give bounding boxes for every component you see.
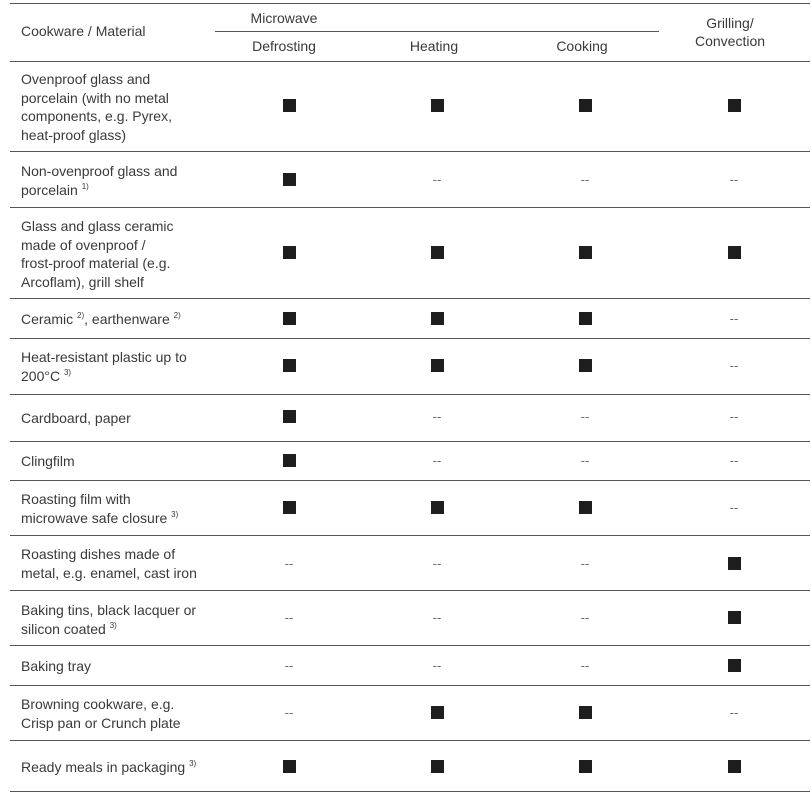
table-row-material (21, 490, 206, 527)
cell-cooking (565, 553, 605, 573)
cell-cooking (565, 450, 605, 470)
suitable-square-icon (431, 99, 444, 112)
material-line: Arcoflam), grill shelf (21, 273, 144, 290)
cell-grilling-convection (714, 242, 754, 262)
cell-heating (417, 497, 457, 517)
table-bottom-rule (10, 791, 810, 792)
header-grilling-line2: Convection (694, 33, 766, 49)
cell-cooking (565, 756, 605, 776)
not-suitable-dash: -- (729, 499, 739, 515)
row-divider (10, 151, 810, 152)
suitable-square-icon (579, 706, 592, 719)
not-suitable-dash: -- (284, 657, 294, 673)
material-line: frost-proof material (e.g. (21, 255, 171, 271)
suitable-square-icon (579, 359, 592, 372)
suitable-square-icon (431, 760, 444, 773)
cell-cooking (565, 355, 605, 375)
not-suitable-dash: -- (284, 704, 294, 720)
suitable-square-icon (728, 246, 741, 259)
footnote-ref: 3) (171, 509, 179, 519)
header-grilling-line1: Grilling/ (706, 15, 754, 31)
row-divider (10, 645, 810, 646)
not-suitable-dash: -- (284, 609, 294, 625)
not-suitable-dash: -- (580, 555, 590, 571)
header-cookware-material: Cookware / Material (21, 23, 146, 39)
not-suitable-dash: -- (729, 408, 739, 424)
footnote-ref: 3) (109, 620, 117, 630)
suitable-square-icon (579, 501, 592, 514)
cell-defrosting (269, 95, 309, 115)
not-suitable-dash: -- (432, 408, 442, 424)
cell-grilling-convection (714, 607, 754, 627)
cell-heating (417, 406, 457, 426)
table-row-material (21, 162, 206, 199)
header-heating: Heating (409, 38, 459, 54)
table-row-material (21, 545, 206, 582)
suitable-square-icon (728, 760, 741, 773)
not-suitable-dash: -- (729, 310, 739, 326)
row-divider (10, 394, 810, 395)
cell-cooking (565, 406, 605, 426)
table-row-material (21, 657, 206, 676)
suitable-square-icon (283, 454, 296, 467)
not-suitable-dash: -- (580, 609, 590, 625)
not-suitable-dash: -- (729, 357, 739, 373)
table-row-material (21, 348, 206, 385)
suitable-square-icon (431, 246, 444, 259)
row-divider (10, 338, 810, 339)
table-row-material (21, 70, 206, 144)
suitable-square-icon (728, 659, 741, 672)
cell-grilling-convection (714, 355, 754, 375)
cell-grilling-convection (714, 702, 754, 722)
cell-defrosting (269, 242, 309, 262)
cell-defrosting (269, 553, 309, 573)
row-divider (10, 685, 810, 686)
table-row-material (21, 758, 206, 777)
not-suitable-dash: -- (432, 452, 442, 468)
material-text: microwave safe closure (21, 509, 168, 526)
cell-grilling-convection (714, 756, 754, 776)
cell-grilling-convection (714, 95, 754, 115)
row-divider (10, 298, 810, 299)
cell-heating (417, 702, 457, 722)
cell-heating (417, 242, 457, 262)
suitable-square-icon (728, 99, 741, 112)
suitable-square-icon (431, 359, 444, 372)
cell-defrosting (269, 169, 309, 189)
footnote-ref: 2) (77, 311, 85, 320)
suitable-square-icon (579, 760, 592, 773)
material-line: Heat-resistant plastic up to (21, 349, 187, 365)
material-line: made of ovenproof / (21, 236, 146, 253)
material-line: Non-ovenproof glass and (21, 163, 178, 179)
cell-cooking (565, 607, 605, 627)
cell-cooking (565, 95, 605, 115)
cell-defrosting (269, 406, 309, 426)
cell-cooking (565, 702, 605, 722)
cell-heating (417, 607, 457, 627)
not-suitable-dash: -- (432, 171, 442, 187)
material-line: Ovenproof glass and (21, 71, 151, 87)
suitable-square-icon (283, 410, 296, 423)
row-divider (10, 480, 810, 481)
suitable-square-icon (728, 557, 741, 570)
suitable-square-icon (579, 312, 592, 325)
suitable-square-icon (283, 246, 296, 259)
cell-grilling-convection (714, 655, 754, 675)
header-bottom-rule (10, 61, 810, 62)
row-divider (10, 535, 810, 536)
cell-heating (417, 355, 457, 375)
material-line: Roasting film with (21, 491, 131, 507)
material-line (21, 620, 206, 639)
cell-defrosting (269, 607, 309, 627)
not-suitable-dash: -- (432, 555, 442, 571)
cell-defrosting (269, 497, 309, 517)
not-suitable-dash: -- (729, 171, 739, 187)
material-line (21, 181, 206, 200)
cell-heating (417, 756, 457, 776)
not-suitable-dash: -- (432, 609, 442, 625)
material-text: Ready meals in packaging (21, 759, 186, 775)
table-row-material (21, 695, 206, 732)
material-text: Ceramic (21, 311, 74, 327)
not-suitable-dash: -- (580, 171, 590, 187)
cell-defrosting (269, 450, 309, 470)
material-text: , earthenware (84, 311, 170, 327)
table-row-material (21, 601, 206, 638)
material-line: Clingfilm (21, 453, 75, 469)
table-top-rule (10, 3, 810, 4)
cell-defrosting (269, 308, 309, 328)
cell-cooking (565, 497, 605, 517)
suitable-square-icon (283, 312, 296, 325)
footnote-ref: 3) (189, 759, 197, 768)
row-divider (10, 740, 810, 741)
not-suitable-dash: -- (580, 657, 590, 673)
table-row-material (21, 310, 221, 329)
microwave-subheader-rule (215, 31, 659, 32)
footnote-ref: 2) (173, 311, 181, 320)
cell-grilling-convection (714, 308, 754, 328)
material-line: Browning cookware, e.g. (21, 696, 175, 712)
footnote-ref: 1) (81, 181, 89, 191)
material-line: components, e.g. Pyrex, (21, 108, 172, 124)
table-row-material (21, 452, 206, 471)
suitable-square-icon (283, 359, 296, 372)
cell-heating (417, 450, 457, 470)
not-suitable-dash: -- (432, 657, 442, 673)
cell-heating (417, 95, 457, 115)
cell-cooking (565, 655, 605, 675)
cell-grilling-convection (714, 406, 754, 426)
suitable-square-icon (283, 501, 296, 514)
material-line: Roasting dishes made of (21, 546, 176, 562)
cell-grilling-convection (714, 553, 754, 573)
cell-grilling-convection (714, 169, 754, 189)
suitable-square-icon (431, 501, 444, 514)
not-suitable-dash: -- (729, 704, 739, 720)
row-divider (10, 590, 810, 591)
material-line (21, 509, 206, 528)
material-line: metal, e.g. enamel, cast iron (21, 564, 197, 581)
material-text: 200°C (21, 367, 61, 384)
material-line: Cardboard, paper (21, 410, 131, 426)
suitable-square-icon (283, 173, 296, 186)
not-suitable-dash: -- (284, 555, 294, 571)
material-line: Baking tray (21, 658, 92, 674)
header-cooking: Cooking (556, 38, 608, 54)
row-divider (10, 441, 810, 442)
material-line: Baking tins, black lacquer or (21, 602, 197, 618)
cell-heating (417, 655, 457, 675)
not-suitable-dash: -- (580, 408, 590, 424)
cell-heating (417, 169, 457, 189)
material-line: porcelain (with no metal (21, 89, 169, 106)
suitable-square-icon (283, 760, 296, 773)
cell-grilling-convection (714, 497, 754, 517)
cell-defrosting (269, 702, 309, 722)
cell-heating (417, 308, 457, 328)
row-divider (10, 207, 810, 208)
table-row-material (21, 217, 206, 291)
header-microwave: Microwave (250, 10, 318, 26)
material-line (21, 367, 206, 386)
suitable-square-icon (579, 246, 592, 259)
cell-defrosting (269, 756, 309, 776)
cell-cooking (565, 169, 605, 189)
not-suitable-dash: -- (580, 452, 590, 468)
cell-heating (417, 553, 457, 573)
footnote-ref: 3) (63, 367, 72, 377)
material-line: heat-proof glass) (21, 126, 127, 143)
cell-cooking (565, 308, 605, 328)
cell-grilling-convection (714, 450, 754, 470)
material-line: Glass and glass ceramic (21, 218, 174, 234)
material-text: silicon coated (21, 620, 106, 637)
material-line: Crisp pan or Crunch plate (21, 714, 181, 731)
suitable-square-icon (431, 312, 444, 325)
cell-defrosting (269, 355, 309, 375)
suitable-square-icon (728, 611, 741, 624)
not-suitable-dash: -- (729, 452, 739, 468)
cell-defrosting (269, 655, 309, 675)
header-grilling-convection (670, 14, 790, 50)
cell-cooking (565, 242, 605, 262)
table-row-material (21, 409, 206, 428)
suitable-square-icon (431, 706, 444, 719)
suitable-square-icon (579, 99, 592, 112)
suitable-square-icon (283, 99, 296, 112)
material-text: porcelain (21, 181, 78, 198)
header-defrosting: Defrosting (252, 38, 316, 54)
